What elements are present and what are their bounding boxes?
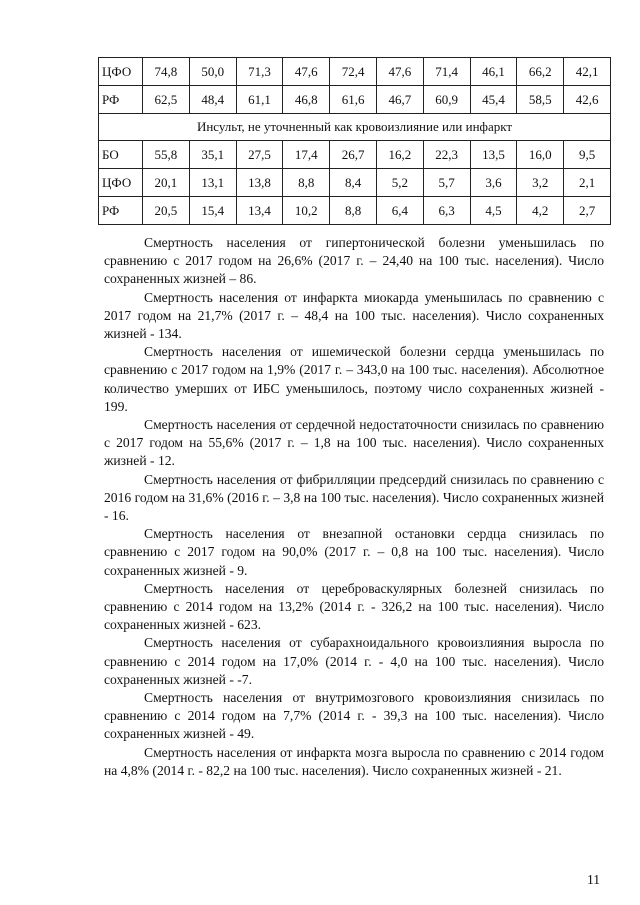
value-cell: 13,5 (470, 141, 517, 169)
region-cell: РФ (99, 197, 143, 225)
value-cell: 46,8 (283, 86, 330, 114)
value-cell: 50,0 (189, 58, 236, 86)
value-cell: 35,1 (189, 141, 236, 169)
table-row (99, 58, 611, 86)
table-body (99, 58, 611, 225)
value-cell: 5,2 (376, 169, 423, 197)
paragraph: Смертность населения от субарахноидального кровоизлияния выросла по сравнению с 2014 годом на 17,0% (2014 г. - 4,0 на 100 тыс. населения). Число сохраненных жизней - -7. (104, 635, 604, 687)
value-cell: 6,3 (423, 197, 470, 225)
paragraph: Смертность населения от внутримозгового кровоизлияния снизилась по сравнению с 2014 годом на 7,7% (2014 г. - 39,3 на 100 тыс. населения). Число сохраненных жизней - 49. (104, 690, 604, 742)
value-cell: 10,2 (283, 197, 330, 225)
value-cell: 46,1 (470, 58, 517, 86)
value-cell: 71,3 (236, 58, 283, 86)
value-cell: 45,4 (470, 86, 517, 114)
value-cell: 71,4 (423, 58, 470, 86)
region-cell: БО (99, 141, 143, 169)
value-cell: 8,8 (283, 169, 330, 197)
value-cell: 6,4 (376, 197, 423, 225)
value-cell: 2,7 (564, 197, 611, 225)
value-cell: 5,7 (423, 169, 470, 197)
paragraph: Смертность населения от внезапной остановки сердца снизилась по сравнению с 2017 годом на 90,0% (2017 г. – 0,8 на 100 тыс. населения). Число сохраненных жизней - 9. (104, 526, 604, 578)
paragraph: Смертность населения от гипертонической болезни уменьшилась по сравнению с 2017 годом на 26,6% (2017 г. – 24,40 на 100 тыс. населения). Число сохраненных жизней – 86. (104, 235, 604, 287)
value-cell: 8,8 (330, 197, 377, 225)
table-row (99, 141, 611, 169)
paragraph: Смертность населения от инфаркта миокарда уменьшилась по сравнению с 2017 годом на 21,7% (2017 г. – 48,4 на 100 тыс. населения). Число сохраненных жизней - 134. (104, 289, 604, 342)
section-title: Инсульт, не уточненный как кровоизлияние или инфаркт (99, 114, 611, 141)
value-cell: 9,5 (564, 141, 611, 169)
value-cell: 26,7 (330, 141, 377, 169)
value-cell: 47,6 (283, 58, 330, 86)
table-row (99, 197, 611, 225)
paragraph: Смертность населения от цереброваскулярных болезней снизилась по сравнению с 2014 годом на 13,2% (2014 г. - 326,2 на 100 тыс. населения). Число сохраненных жизней - 623. (104, 580, 604, 633)
value-cell: 61,6 (330, 86, 377, 114)
value-cell: 60,9 (423, 86, 470, 114)
value-cell: 4,2 (517, 197, 564, 225)
paragraph: Смертность населения от фибрилляции предсердий снизилась по сравнению с 2016 годом на 31,6% (2016 г. – 3,8 на 100 тыс. населения). Число сохраненных жизней - 16. (104, 471, 604, 524)
value-cell: 13,8 (236, 169, 283, 197)
page-number: 11 (587, 872, 601, 887)
region-cell: РФ (99, 86, 143, 114)
value-cell: 15,4 (189, 197, 236, 225)
value-cell: 61,1 (236, 86, 283, 114)
region-cell: ЦФО (99, 58, 143, 86)
value-cell: 74,8 (143, 58, 190, 86)
mortality-table (98, 57, 611, 225)
value-cell: 66,2 (517, 58, 564, 86)
paragraph: Смертность населения от ишемической болезни сердца уменьшилась по сравнению с 2017 годом на 1,9% (2017 г. – 343,0 на 100 тыс. населения). Абсолютное количество умерших от ИБС уменьшилось, поэтому число сохраненных жизней - 199. (104, 344, 604, 414)
value-cell: 20,5 (143, 197, 190, 225)
paragraph: Смертность населения от сердечной недостаточности снизилась по сравнению с 2017 годом на 55,6% (2017 г. – 1,8 на 100 тыс. населения). Число сохраненных жизней - 12. (104, 417, 604, 469)
value-cell: 2,1 (564, 169, 611, 197)
value-cell: 48,4 (189, 86, 236, 114)
value-cell: 16,0 (517, 141, 564, 169)
paragraph: Смертность населения от инфаркта мозга выросла по сравнению с 2014 годом на 4,8% (2014 г. - 82,2 на 100 тыс. населения). Число сохраненных жизней - 21. (104, 744, 604, 778)
value-cell: 8,4 (330, 169, 377, 197)
value-cell: 72,4 (330, 58, 377, 86)
value-cell: 17,4 (283, 141, 330, 169)
value-cell: 46,7 (376, 86, 423, 114)
value-cell: 58,5 (517, 86, 564, 114)
table-row (99, 86, 611, 114)
document-body-text (104, 234, 604, 780)
value-cell: 3,2 (517, 169, 564, 197)
section-row (99, 114, 611, 141)
value-cell: 13,1 (189, 169, 236, 197)
value-cell: 27,5 (236, 141, 283, 169)
value-cell: 22,3 (423, 141, 470, 169)
value-cell: 42,6 (564, 86, 611, 114)
value-cell: 4,5 (470, 197, 517, 225)
value-cell: 20,1 (143, 169, 190, 197)
value-cell: 3,6 (470, 169, 517, 197)
value-cell: 62,5 (143, 86, 190, 114)
value-cell: 16,2 (376, 141, 423, 169)
value-cell: 55,8 (143, 141, 190, 169)
value-cell: 47,6 (376, 58, 423, 86)
value-cell: 42,1 (564, 58, 611, 86)
table-row (99, 169, 611, 197)
region-cell: ЦФО (99, 169, 143, 197)
value-cell: 13,4 (236, 197, 283, 225)
